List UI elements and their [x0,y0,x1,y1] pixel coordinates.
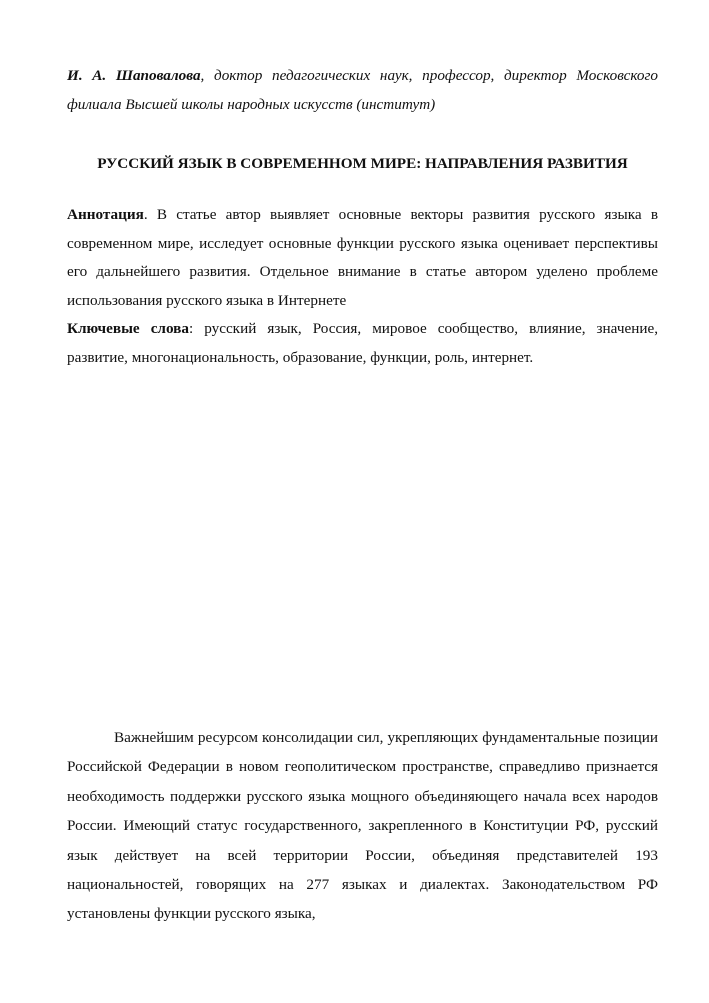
keywords-text: : русский язык, Россия, мировое сообщество, влияние, значение, развитие, многонациональность, образование, функции, роль, интернет. [67,320,658,366]
author-credentials: доктор педагогических наук, профессор, директор Московского филиала Высшей школы народных искусств (институт) [67,67,658,113]
author-name: И. А. Шаповалова [67,67,201,84]
keywords-label: Ключевые слова [67,320,189,337]
article-title: РУССКИЙ ЯЗЫК В СОВРЕМЕННОМ МИРЕ: НАПРАВЛЕНИЯ РАЗВИТИЯ [97,155,628,172]
author-separator: , [200,67,205,84]
abstract-text: . В статье автор выявляет основные векторы развития русского языка в современном мире, исследует основные функции русского языка оценивает перспективы его дальнейшего развития. Отдельное внимание в статье автором уделено проблеме использования русского языка в Интернете [67,206,658,309]
abstract-block [67,201,658,372]
body-paragraph: Важнейшим ресурсом консолидации сил, укрепляющих фундаментальные позиции Российской Федерации в новом геополитическом пространстве, справедливо признается необходимость поддержки русского языка мощного объединяющего начала всех народов России. Имеющий статус государственного, закрепленного в Конституции РФ, русский язык действует на всей территории России, объединяя представителей 193 национальностей, говорящих на 277 языках и диалектах. Законодательством РФ установлены функции русского языка, [67,729,658,923]
abstract-label: Аннотация [67,206,144,223]
author-line [67,62,658,119]
